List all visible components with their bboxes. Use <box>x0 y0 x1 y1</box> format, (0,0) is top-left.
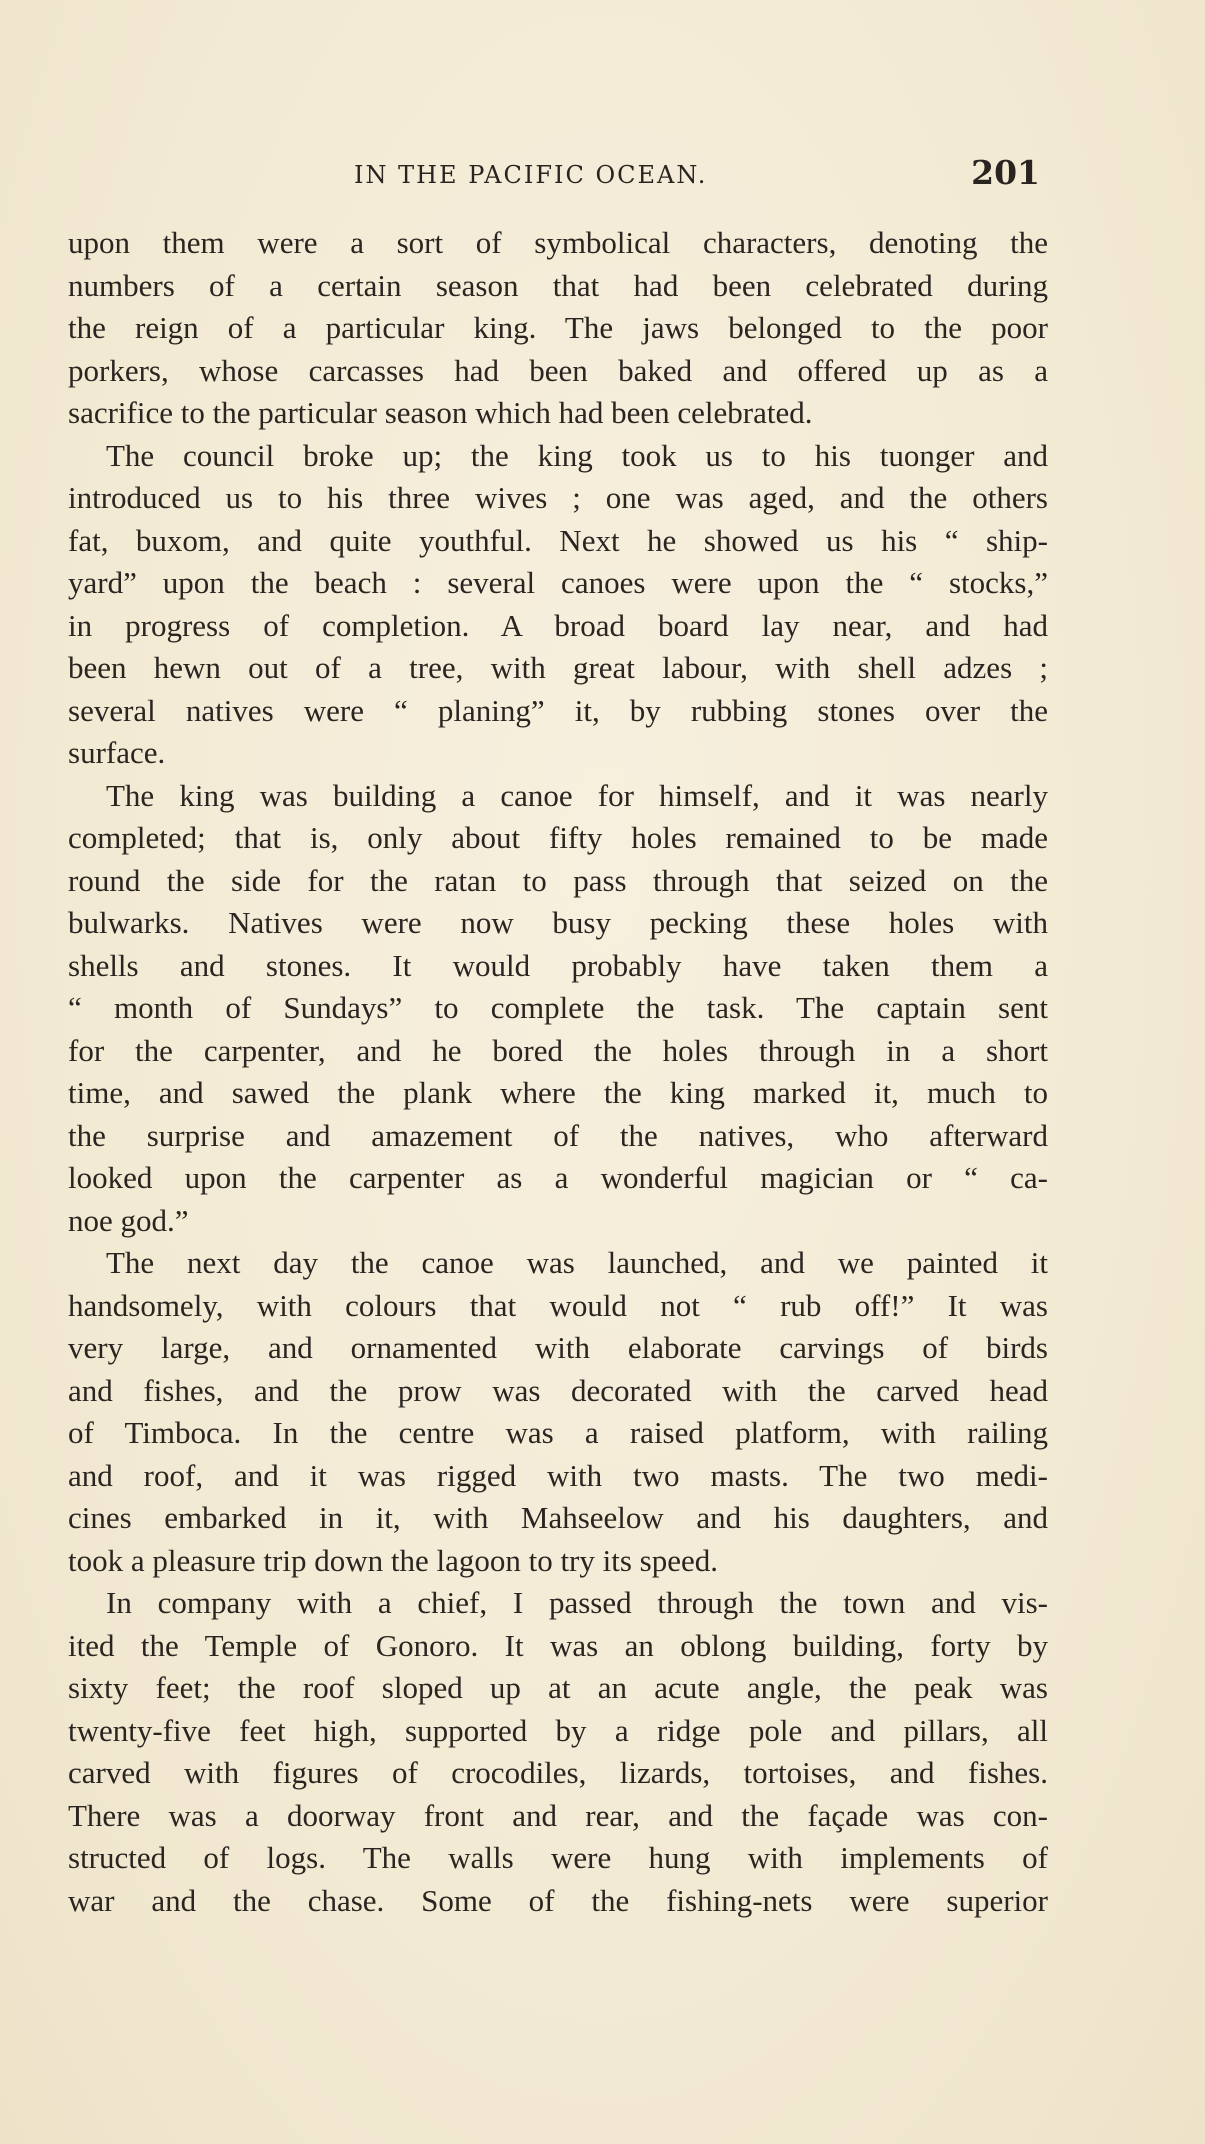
text-line: round the side for the ratan to pass through that seized on the <box>68 862 1048 898</box>
text-line: sixty feet; the roof sloped up at an acute angle, the peak was <box>68 1670 1048 1705</box>
text-line: sacrifice to the particular season which had been celebrated. <box>68 395 813 430</box>
text-line: upon them were a sort of symbolical characters, denoting the <box>68 225 1048 260</box>
text-line: bulwarks. Natives were now busy pecking these holes with <box>68 905 1048 940</box>
text-line: twenty-five feet high, supported by a ridge pole and pillars, all <box>68 1712 1048 1748</box>
text-line: ited the Temple of Gonoro. It was an oblong building, forty by <box>68 1627 1048 1663</box>
body-text <box>68 222 1048 1922</box>
text-line: handsomely, with colours that would not “ rub off!” It was <box>68 1287 1048 1323</box>
text-line: shells and stones. It would probably have taken them a <box>68 947 1048 983</box>
text-line: The next day the canoe was launched, and we painted it <box>106 1245 1048 1280</box>
text-line: porkers, whose carcasses had been baked and offered up as a <box>68 352 1048 388</box>
text-line: surface. <box>68 735 166 770</box>
text-line: time, and sawed the plank where the king marked it, much to <box>68 1075 1048 1110</box>
text-line: “ month of Sundays” to complete the task. The captain sent <box>68 990 1048 1025</box>
text-line: introduced us to his three wives ; one was aged, and the others <box>68 480 1048 515</box>
text-line: very large, and ornamented with elaborate carvings of birds <box>68 1330 1048 1365</box>
text-line: The council broke up; the king took us to his tuonger and <box>106 437 1048 473</box>
page-number: 201 <box>971 153 1040 192</box>
text-line: of Timboca. In the centre was a raised platform, with railing <box>68 1415 1048 1450</box>
text-line: fat, buxom, and quite youthful. Next he showed us his “ ship- <box>68 522 1048 558</box>
text-line: completed; that is, only about fifty holes remained to be made <box>68 820 1048 855</box>
text-line: carved with figures of crocodiles, lizards, tortoises, and fishes. <box>68 1755 1048 1790</box>
text-line: and roof, and it was rigged with two masts. The two medi- <box>68 1457 1048 1493</box>
text-line: The king was building a canoe for himself, and it was nearly <box>106 777 1048 813</box>
running-head: IN THE PACIFIC OCEAN. <box>354 161 708 189</box>
text-line: numbers of a certain season that had been celebrated during <box>68 267 1048 303</box>
text-line: for the carpenter, and he bored the holes through in a short <box>68 1032 1048 1068</box>
text-line: and fishes, and the prow was decorated with the carved head <box>68 1372 1048 1408</box>
text-line: in progress of completion. A broad board lay near, and had <box>68 607 1048 643</box>
text-line: war and the chase. Some of the fishing-nets were superior <box>68 1882 1048 1918</box>
text-line: several natives were “ planing” it, by rubbing stones over the <box>68 692 1048 728</box>
text-line: noe god.” <box>68 1202 189 1238</box>
text-line: cines embarked in it, with Mahseelow and his daughters, and <box>68 1500 1048 1535</box>
text-line: looked upon the carpenter as a wonderful magician or “ ca- <box>68 1160 1048 1195</box>
text-line: yard” upon the beach : several canoes were upon the “ stocks,” <box>68 565 1048 600</box>
text-line: structed of logs. The walls were hung with implements of <box>68 1840 1048 1875</box>
page-header <box>68 155 1048 199</box>
text-line: took a pleasure trip down the lagoon to try its speed. <box>68 1542 719 1578</box>
text-line: been hewn out of a tree, with great labour, with shell adzes ; <box>68 650 1048 685</box>
text-line: There was a doorway front and rear, and the façade was con- <box>68 1797 1048 1833</box>
text-line: the surprise and amazement of the natives, who afterward <box>68 1117 1048 1153</box>
text-line: In company with a chief, I passed through the town and vis- <box>106 1585 1048 1620</box>
text-line: the reign of a particular king. The jaws belonged to the poor <box>68 310 1048 345</box>
